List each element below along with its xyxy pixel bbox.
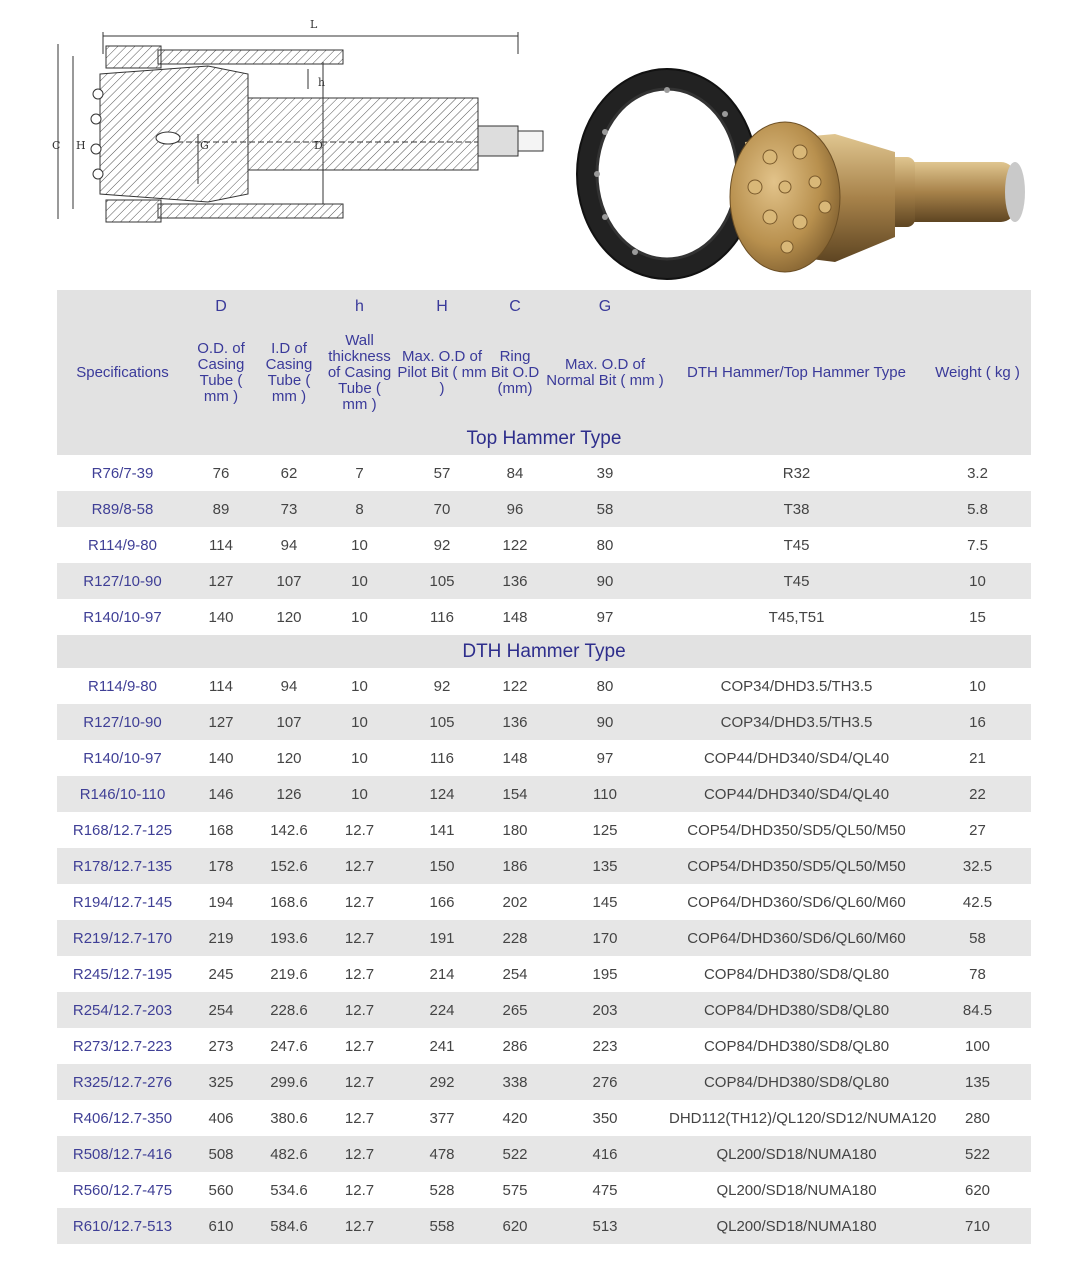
table-cell: COP54/DHD350/SD5/QL50/M50 (669, 848, 924, 884)
table-cell: COP34/DHD3.5/TH3.5 (669, 704, 924, 740)
table-cell: 558 (395, 1208, 489, 1244)
letter-cell: h (324, 290, 395, 324)
table-cell: 78 (969, 965, 986, 983)
dimension-letter-row (57, 290, 1031, 324)
table-cell: 142.6 (270, 821, 308, 839)
table-cell: R127/10-90 (57, 563, 188, 599)
table-cell: 478 (395, 1136, 489, 1172)
table-cell: 12.7 (324, 1208, 395, 1244)
letter-cell (669, 290, 924, 324)
table-cell: 3.2 (967, 464, 988, 482)
table-cell: COP44/DHD340/SD4/QL40 (703, 749, 890, 767)
table-cell: 610 (188, 1208, 254, 1244)
header-wall-thickness: Wall thickness of Casing Tube ( mm ) (324, 324, 395, 422)
table-cell: 10 (351, 677, 368, 695)
table-cell: 32.5 (924, 848, 1031, 884)
table-cell: 27 (969, 821, 986, 839)
table-cell: 202 (502, 893, 528, 911)
table-cell: 170 (541, 920, 669, 956)
table-cell: R140/10-97 (83, 749, 162, 767)
table-cell: 10 (969, 677, 986, 695)
table-cell: 377 (429, 1109, 455, 1127)
letter-cell: H (395, 290, 489, 324)
table-cell: 245 (208, 965, 234, 983)
table-cell: COP84/DHD380/SD8/QL80 (669, 992, 924, 1028)
table-cell: R178/12.7-135 (57, 848, 188, 884)
table-cell: 513 (541, 1208, 669, 1244)
table-row (57, 527, 1031, 563)
table-cell: 180 (502, 821, 528, 839)
table-cell: 710 (924, 1208, 1031, 1244)
table-row (57, 704, 1031, 740)
table-cell: QL200/SD18/NUMA180 (669, 1136, 924, 1172)
table-cell: 94 (280, 536, 298, 554)
table-cell: 380.6 (270, 1109, 308, 1127)
table-cell: 97 (596, 608, 614, 626)
table-cell: 57 (433, 464, 451, 482)
table-cell: R114/9-80 (88, 677, 157, 695)
table-cell: 12.7 (344, 893, 375, 911)
letter-cell: D (188, 290, 254, 324)
table-cell: 12.7 (344, 821, 375, 839)
table-cell: 148 (502, 608, 528, 626)
table-cell: 97 (596, 749, 614, 767)
table-cell: 228.6 (254, 992, 324, 1028)
table-cell: 136 (489, 563, 541, 599)
header-weight: Weight ( kg ) (924, 324, 1031, 422)
table-cell: 195 (592, 965, 618, 983)
table-cell: R219/12.7-170 (57, 920, 188, 956)
table-cell: 224 (395, 992, 489, 1028)
section-title: Top Hammer Type (57, 422, 1031, 455)
table-cell: 178 (188, 848, 254, 884)
dim-letter-h: H (76, 139, 86, 152)
table-row (57, 848, 1031, 884)
table-cell: COP84/DHD380/SD8/QL80 (703, 1037, 890, 1055)
letter-cell (924, 290, 1031, 324)
table-row (57, 599, 1031, 635)
table-row (57, 1028, 1031, 1064)
table-row (57, 992, 1031, 1028)
dim-letter-d: D (314, 139, 323, 152)
table-cell: COP34/DHD3.5/TH3.5 (720, 677, 873, 695)
table-cell: R325/12.7-276 (57, 1064, 188, 1100)
table-cell: 100 (964, 1037, 991, 1055)
table-cell: R140/10-97 (83, 608, 162, 626)
table-cell: 73 (254, 491, 324, 527)
section-header-row (57, 422, 1031, 455)
table-row (57, 668, 1031, 704)
table-cell: 186 (489, 848, 541, 884)
table-row (57, 1136, 1031, 1172)
table-cell: 39 (596, 464, 614, 482)
table-cell: 168 (208, 821, 234, 839)
table-cell: R114/9-80 (88, 536, 157, 554)
table-cell: 10 (324, 563, 395, 599)
table-cell: 273 (208, 1037, 234, 1055)
section-title: DTH Hammer Type (57, 635, 1031, 668)
table-cell: 528 (429, 1181, 455, 1199)
table-row (57, 455, 1031, 491)
table-cell: 10 (351, 536, 368, 554)
table-cell: 105 (395, 704, 489, 740)
table-cell: 214 (429, 965, 455, 983)
header-id-casing: I.D of Casing Tube ( mm ) (254, 324, 324, 422)
letter-cell: G (541, 290, 669, 324)
table-cell: T45 (669, 563, 924, 599)
table-row (57, 1208, 1031, 1244)
table-row (57, 1100, 1031, 1136)
table-cell: 62 (280, 464, 298, 482)
table-cell: 94 (280, 677, 298, 695)
table-cell: 12.7 (324, 848, 395, 884)
header-ring-bit-od: Ring Bit O.D (mm) (489, 324, 541, 422)
table-cell: 508 (188, 1136, 254, 1172)
table-cell: 84 (506, 464, 524, 482)
table-cell: 105 (395, 563, 489, 599)
table-cell: 522 (924, 1136, 1031, 1172)
table-cell: R168/12.7-125 (72, 821, 173, 839)
table-cell: 12.7 (324, 1064, 395, 1100)
table-cell: 416 (541, 1136, 669, 1172)
table-cell: 146 (188, 776, 254, 812)
column-header-row (57, 324, 1031, 422)
table-cell: 110 (541, 776, 669, 812)
table-row (57, 491, 1031, 527)
table-cell: 145 (592, 893, 618, 911)
table-cell: R254/12.7-203 (57, 992, 188, 1028)
table-cell: 191 (395, 920, 489, 956)
table-cell: R610/12.7-513 (57, 1208, 188, 1244)
header-hammer-type: DTH Hammer/Top Hammer Type (669, 324, 924, 422)
table-cell: 152.6 (254, 848, 324, 884)
table-row (57, 740, 1031, 776)
dim-letter-h-small: h (318, 76, 326, 89)
table-cell: 122 (502, 536, 528, 554)
table-cell: 70 (395, 491, 489, 527)
table-cell: 107 (254, 563, 324, 599)
table-cell: 420 (502, 1109, 528, 1127)
table-cell: 92 (433, 536, 451, 554)
table-cell: 168.6 (270, 893, 308, 911)
table-cell: 122 (502, 677, 528, 695)
table-cell: 7.5 (967, 536, 988, 554)
table-cell: 10 (324, 776, 395, 812)
table-cell: 15 (969, 608, 986, 626)
table-cell: QL200/SD18/NUMA180 (669, 1208, 924, 1244)
table-cell: R146/10-110 (57, 776, 188, 812)
table-cell: 135 (541, 848, 669, 884)
dim-letter-c: C (52, 139, 61, 152)
table-cell: 12.7 (324, 1136, 395, 1172)
table-cell: 22 (924, 776, 1031, 812)
table-cell: 154 (489, 776, 541, 812)
table-cell: 8 (324, 491, 395, 527)
table-cell: T38 (669, 491, 924, 527)
table-cell: 76 (212, 464, 230, 482)
table-cell: R508/12.7-416 (57, 1136, 188, 1172)
table-cell: 534.6 (270, 1181, 308, 1199)
table-cell: 136 (489, 704, 541, 740)
table-row (57, 1064, 1031, 1100)
table-cell: R89/8-58 (57, 491, 188, 527)
table-cell: 12.7 (344, 965, 375, 983)
table-cell: 299.6 (254, 1064, 324, 1100)
table-cell: 193.6 (254, 920, 324, 956)
table-cell: 141 (429, 821, 455, 839)
table-cell: T45,T51 (768, 608, 825, 626)
table-cell: 96 (489, 491, 541, 527)
table-cell: 58 (541, 491, 669, 527)
table-cell: 120 (276, 608, 302, 626)
table-cell: 203 (541, 992, 669, 1028)
table-cell: 148 (502, 749, 528, 767)
table-cell: 127 (188, 704, 254, 740)
product-photo (575, 62, 1035, 282)
table-cell: 114 (209, 677, 233, 695)
table-row (57, 563, 1031, 599)
table-cell: COP64/DHD360/SD6/QL60/M60 (687, 893, 906, 911)
table-cell: T45 (783, 536, 810, 554)
table-cell: COP84/DHD380/SD8/QL80 (703, 965, 890, 983)
product-illustrations (0, 0, 1068, 290)
table-row (57, 1172, 1031, 1208)
table-body (57, 422, 1031, 1244)
table-cell: 124 (395, 776, 489, 812)
table-cell: 90 (541, 704, 669, 740)
table-cell: R76/7-39 (91, 464, 154, 482)
table-cell: R560/12.7-475 (72, 1181, 173, 1199)
table-cell: 228 (489, 920, 541, 956)
header-specifications: Specifications (57, 324, 188, 422)
table-cell: 584.6 (254, 1208, 324, 1244)
table-cell: R245/12.7-195 (72, 965, 173, 983)
table-cell: 406 (208, 1109, 234, 1127)
table-cell: 114 (209, 536, 233, 554)
table-cell: 12.7 (344, 1037, 375, 1055)
table-cell: 12.7 (344, 1181, 375, 1199)
table-row (57, 920, 1031, 956)
table-cell: 5.8 (924, 491, 1031, 527)
table-cell: 247.6 (270, 1037, 308, 1055)
table-cell: 127 (188, 563, 254, 599)
table-cell: 80 (596, 677, 614, 695)
header-normal-bit-od: Max. O.D of Normal Bit ( mm ) (541, 324, 669, 422)
table-cell: 620 (964, 1181, 991, 1199)
table-cell: DHD112(TH12)/QL120/SD12/NUMA120 (669, 1109, 937, 1127)
table-cell: 116 (430, 749, 454, 767)
table-cell: 90 (541, 563, 669, 599)
table-cell: 116 (430, 608, 454, 626)
table-cell: 292 (395, 1064, 489, 1100)
table-cell: 475 (592, 1181, 618, 1199)
table-cell: 80 (596, 536, 614, 554)
header-pilot-bit-od: Max. O.D of Pilot Bit ( mm ) (395, 324, 489, 422)
table-cell: 286 (502, 1037, 528, 1055)
table-cell: 241 (429, 1037, 455, 1055)
table-cell: 575 (502, 1181, 528, 1199)
table-cell: 7 (355, 464, 364, 482)
specification-table (57, 290, 1031, 1244)
table-cell: R127/10-90 (57, 704, 188, 740)
table-cell: 92 (433, 677, 451, 695)
table-cell: 219 (188, 920, 254, 956)
table-cell: 219.6 (270, 965, 308, 983)
table-cell: 10 (351, 608, 368, 626)
table-cell: 16 (924, 704, 1031, 740)
table-cell: 166 (429, 893, 455, 911)
table-cell: 120 (276, 749, 302, 767)
dim-letter-l: L (310, 18, 318, 31)
table-cell: 280 (964, 1109, 991, 1127)
dim-letter-g: G (200, 139, 209, 152)
table-cell: 84.5 (924, 992, 1031, 1028)
table-cell: 350 (592, 1109, 618, 1127)
table-row (57, 812, 1031, 848)
table-cell: 522 (489, 1136, 541, 1172)
table-cell: 140 (208, 749, 234, 767)
letter-cell: C (489, 290, 541, 324)
table-cell: 135 (924, 1064, 1031, 1100)
table-cell: 126 (254, 776, 324, 812)
table-cell: 10 (324, 704, 395, 740)
table-cell: 254 (502, 965, 528, 983)
table-cell: 560 (208, 1181, 234, 1199)
table-cell: R273/12.7-223 (72, 1037, 173, 1055)
cross-section-drawing (48, 14, 548, 254)
table-cell: 194 (208, 893, 234, 911)
table-row (57, 884, 1031, 920)
table-cell: 125 (592, 821, 618, 839)
table-cell: COP54/DHD350/SD5/QL50/M50 (687, 821, 906, 839)
table-cell: 482.6 (254, 1136, 324, 1172)
table-cell: 12.7 (324, 920, 395, 956)
table-cell: COP44/DHD340/SD4/QL40 (669, 776, 924, 812)
table-cell: 58 (924, 920, 1031, 956)
table-cell: 140 (208, 608, 234, 626)
table-cell: 12.7 (344, 1109, 375, 1127)
table-row (57, 776, 1031, 812)
table-cell: 107 (254, 704, 324, 740)
table-cell: R406/12.7-350 (72, 1109, 173, 1127)
table-cell: COP64/DHD360/SD6/QL60/M60 (669, 920, 924, 956)
table-cell: R32 (782, 464, 811, 482)
table-cell: 10 (351, 749, 368, 767)
letter-cell (57, 290, 188, 324)
table-cell: QL200/SD18/NUMA180 (716, 1181, 877, 1199)
table-cell: 254 (188, 992, 254, 1028)
table-cell: 620 (489, 1208, 541, 1244)
header-od-casing: O.D. of Casing Tube ( mm ) (188, 324, 254, 422)
table-cell: 338 (489, 1064, 541, 1100)
table-cell: 42.5 (962, 893, 993, 911)
table-cell: 12.7 (324, 992, 395, 1028)
table-cell: 89 (188, 491, 254, 527)
table-cell: R194/12.7-145 (72, 893, 173, 911)
section-header-row (57, 635, 1031, 668)
table-cell: 325 (188, 1064, 254, 1100)
table-cell: 276 (541, 1064, 669, 1100)
table-cell: 223 (592, 1037, 618, 1055)
table-cell: 265 (489, 992, 541, 1028)
table-cell: 10 (924, 563, 1031, 599)
table-row (57, 956, 1031, 992)
letter-cell (254, 290, 324, 324)
table-cell: 150 (395, 848, 489, 884)
table-cell: 21 (969, 749, 986, 767)
table-cell: COP84/DHD380/SD8/QL80 (669, 1064, 924, 1100)
